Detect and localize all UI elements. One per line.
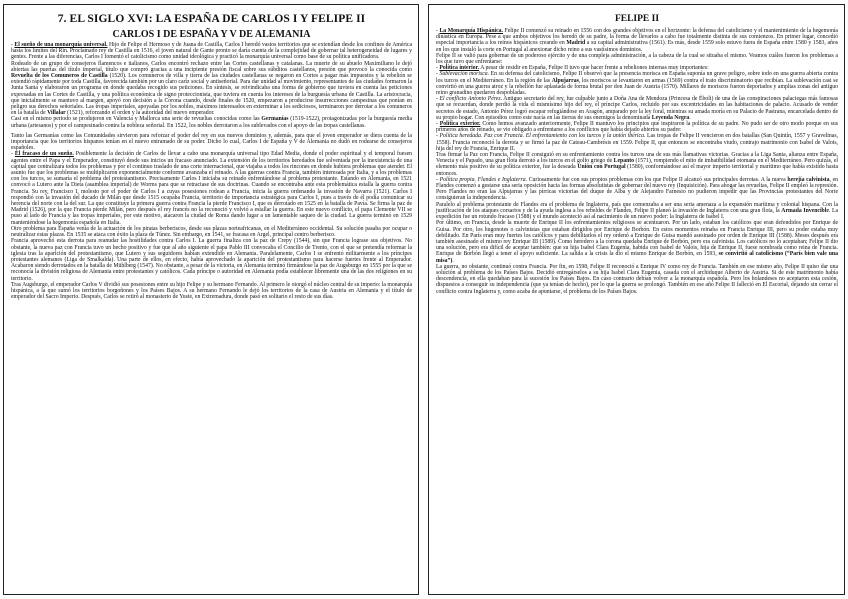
bold-run: Armada Invencible — [781, 207, 829, 214]
italic-run: El conflicto Antonio Pérez. — [439, 96, 503, 103]
left-body-text — [11, 42, 412, 300]
bold-run: Revuelta de los Comuneros de Castilla — [11, 73, 108, 80]
right-page — [428, 4, 845, 595]
text-run: Tanto las Germanías como las Comunidades sirvieron para reforzar el poder del rey en sus nuevos dominios y, además, para que el joven emperador se diera cuenta de la importancia que los territorios hispanos tenían en el nuevo entramado de su poder. Dicho lo cual, Carlos I de España y V de Alemania no dudó en rodearse de consejeros españoles. — [11, 132, 412, 152]
text-run: - — [436, 133, 440, 140]
text-run: Francia aprovechó esta derrota para reanudar las hostilidades contra Carlos I. La guerra finaliza con la paz de Crepy (1544), sin que Francia lograse sus objetivos. No obstante, la nueva paz con Francia tuvo un hecho positivo y fue que al año siguiente el papa Pablo III convocaba el Concilio de Trento, con el que se pretendía reformar la iglesia tras la aparición del protestantismo, que Lutero y sus seguidores habían extendido en Alemania. Paralelamente, Carlos I se enfrentó militarmente a los príncipes protestantes alemanes (Liga de Smalkalda). Una parte de ellos, en efecto, había aprovechado la aparición del protestantismo para hacerse fuertes frente al Emperador. Acabaron siendo derrotados en la batalla de Mühlberg (1547). No obstante, a pesar de la victoria, en Alemania terminó firmándose la paz de Augsburgo en 1555 por la que se reconocía la división religiosa de Alemania entre protestantes y católicos. Cada príncipe o autoridad en Alemania podía establecer libremente una de las dos religiones en su territorio. — [11, 238, 412, 282]
paragraph — [436, 28, 838, 53]
paragraph — [11, 42, 412, 61]
text-run: (1519-1522), protagonizadas por la burguesía media urbana (artesanos) y por el campesinado contra la nobleza señorial. En 1522, los nobles derrotaron a los sublevados con el apoyo de las tropas castellanas. — [11, 116, 412, 129]
paragraph — [436, 133, 838, 152]
text-run: - — [436, 65, 440, 72]
text-run: - — [436, 96, 440, 103]
paragraph — [11, 151, 412, 225]
text-run: Tras Augsburgo, el emperador Carlos V dividió sus posesiones entre su hijo Felipe y su hermano Fernando. Al primero le otorgó el núcleo central de su imperio: la monarquía hispánica, a la que sumó los territorios borgoñones y los Países Bajos. A su hermano Fernando le dejó los territorios de la casa de Austria en Alemania y el título de emperador del Sacro Imperio. Después, Carlos se retiró al monasterio de Yuste, en Extremadura, donde pasó en solitario el resto de sus días. — [11, 281, 412, 301]
text-run: . La expedición fue un rotundo fracaso (1588) y el mundo aconteció así al nacimiento de un nuevo poder: la Inglaterra de Isabel I. — [436, 207, 839, 221]
italic-run: Política heredada. Paz con Francia. El enfrentamiento con los turcos y la unión ibérica. — [439, 133, 646, 140]
text-run: En su defensa del catolicismo, Felipe II observó que la presencia morisca en España suponía un grave peligro, sobre todo en una guerra abierta contra los turcos en el Mediterráneo. En la región de las — [436, 71, 838, 84]
paragraph — [11, 133, 412, 152]
heading-run: El sueño de una monarquía universal. — [14, 42, 108, 48]
bold-run: Madrid — [566, 40, 586, 47]
right-page-title: FELIPE II — [614, 14, 660, 24]
paragraph — [11, 226, 412, 238]
text-run: (1520). Los comuneros de villa y tierra de las ciudades castellanas se negaron en Cortes a pagar más impuestos y la rebelión se extendió rápidamente por toda Castilla, favorecida también por un claro cariz social y antiseñorial. Para dar unidad al movimiento, representantes de las ciudades formaron la Junta Santa y elaboraron un programa en donde quedaba recogido sus peticiones. En síntesis, se reivindicaba una forma de gobierno que tuviera en cuenta las peticiones expresadas en las Cortes de Castilla, y una política económica de signo proteccionista, que tuviera en cuenta los intereses de la burguesía urbana de Castilla. La aristocracia, que inicialmente se mantuvo al margen, apoyó con decisión a la Corona cuando, desde finales de 1520, empezaron a producirse insurrecciones campesinas que ponían en peligro sus derechos señoriales. Las tropas imperiales, apoyadas por los nobles, máximos interesados en exterminar a los sediciosos, terminaron por derrotar a los comuneros en la batalla de — [11, 73, 412, 117]
text-run: (1571), rompiendo el mito de imbatibilidad otomana en el Mediterráneo. Pero quizás, el elemento más positivo de su política exterior, fue la deseada — [436, 158, 838, 171]
text-run: , en Flandes comenzó a gestarse una seria oposición hacia las formas absolutistas de gobernar del nuevo rey (Inquisición). Para ahogar las revueltas, Felipe II empleó la represión. Pero Flandes no eran las Alpujarras y las pírricas victorias del duque de Alba y de Alejandro Farnesio no pudieron impedir que las Provincias protestantes del Norte consiguieran la independencia. — [436, 176, 838, 202]
text-run: (1521), reforzando el orden y la autoridad del nuevo emperador. — [65, 110, 215, 117]
text-run: - — [436, 28, 440, 34]
bold-run: Lepanto — [613, 158, 635, 165]
bold-run: herejía calvinista — [787, 176, 830, 183]
paragraph — [436, 264, 838, 295]
heading-run: El fracaso de un sueño. — [14, 151, 74, 158]
paragraph — [436, 202, 838, 221]
text-run: (1580), conformándose así el mayor imperio territorial y marítimo que había existido hasta entonces. — [436, 164, 838, 177]
text-run: - — [436, 71, 440, 78]
text-run: - — [11, 42, 15, 48]
paragraph — [11, 116, 412, 128]
paragraph — [436, 220, 838, 263]
paragraph — [11, 238, 412, 281]
paragraph — [436, 96, 838, 121]
paragraph — [436, 71, 838, 96]
text-run: - — [11, 151, 15, 158]
bold-run: se convirtió al catolicismo (“París bien vale una misa”) — [436, 251, 838, 264]
section-title: CARLOS I DE ESPAÑA Y V DE ALEMANIA — [112, 29, 311, 40]
bold-run: Unión con Portugal — [577, 164, 626, 171]
text-run: Paralelo al problema protestante de Flandes era el problema de Inglaterra, país que comenzaba a ser una seria amenaza a la expansión marítima y colonial hispana. Con la justificación de los ataques corsarios y de la ayuda inglesa a los rebeldes de Flandes, Felipe II planeó la invasión de Inglaterra con una gran flota, la — [436, 201, 838, 214]
left-page — [3, 4, 419, 595]
bold-run: Leyenda Negra — [651, 114, 690, 121]
text-run: Posiblemente la decisión de Carlos de llevar a cabo una monarquía universal tipo Edad Media, donde el poder espiritual y el temporal fuesen agentes entre el Papa y el Emperador, constituyó desde sus inicios un fracaso anunciado. La extensión de los territorios heredados fue solventada por la inexistencia de una capital que centralizara todos los problemas y por el continuo traslado de una corte internacional, que viajaba a todos los rincones en donde hubiera problemas que atender. El asunto fue que los problemas se multiplicaron exponencialmente conforme avanzaba el reinado. A las guerras contra Francia, también interesada por Italia, y a los problemas con los turcos, se sumaría el problema del protestantismo. Precisamente Carlos I iniciaba su reinado enfrentándose al problema protestante. Estando en Alemania, en 1521 convocó a Lutero ante la Dieta (asamblea imperial) de Worms para que se retractase de sus doctrinas. Cuando se encontraba ante esta problemática estalla la guerra contra Francia. Su rey, Francisco I, molesto por el poder de Carlos I a cuyas posesiones rodean a Francia, inicia la guerra ordenando la invasión de Navarra (1521). Carlos I respondió con la invasión del ducado de Milán que desde 1515 ocupaba Francia, territorio de importancia estratégica para Carlos I, pues a través de él podía comunicar su herencia del norte con la del sur. La que constituye la primera guerra contra Francia la pierde Francisco I, que es derrotado en 1525 en la batalla de Pavía. Se firma la paz de Madrid (1526), por la que Francia pierde Milán, pero después el rey francés no la reconoció y volvió a estallar la guerra. En este nuevo conflicto, el papa Clemente VII se puso al lado de Francia y las tropas imperiales, por este motivo, atacaron la ciudad de Roma dando lugar a un lamentable saqueo de la ciudad. La guerra terminó en 1529 manteniéndose la hegemonía española en Italia. — [11, 151, 413, 226]
text-run: Hijo de Felipe el Hermoso y de Juana de Castilla, Carlos I heredó vastos territorios que se extendían desde los confines de América hasta los límites del Rin. Proclamado rey de Castilla en 1516, el joven natural de Gante pronto se daría cuenta de la complejidad de gobernar tal heterogeneidad de lugares y gentes. Frente a las diferencias, Carlos I fomentó el catolicismo como unidad ideológica y practicó la monarquía universal como base de su política unificadora. — [11, 42, 412, 61]
right-body-text — [436, 28, 838, 295]
text-run: Tras firmar la Paz con Francia, Felipe II consiguió en su enfrentamiento contra los turcos una de sus más llamativas victorias. Gracias a la Liga Santa, alianza entre España, Venecia y el Papado, una gran flota derrotó a los turcos en el golfo griego de — [436, 152, 838, 165]
italic-run: Sublevación morisca. — [439, 71, 490, 78]
paragraph — [11, 61, 412, 117]
bold-run: Villalar — [47, 110, 66, 117]
text-run: Por último, en Francia, desde la muerte de Enrique II los enfrentamientos religiosos se acentuaron. Por un lado, estaban los católicos que eran defendidos por Enrique de Guisa. Por otro, los hugonotes o calvinistas que estaban dirigidos por Enrique de Borbón. En estos momentos reinaba en Francia Enrique III, pero su poder estaba muy debilitado. En París eran muy fuertes los católicos y para debilitarlos el rey ordenó a Enrique de Guisa mandó asesinado por orden de Enrique III (1588). Meses después era también asesinado el mismo rey Enrique III (1589). Como heredero a la corona quedaba Enrique de Borbón, pero era calvinista. Los católicos no lo aceptaban; Felipe II dio una solución, pero era difícil de aceptar también: que su hija Isabel Clara Eugenia, habida con Isabel de Valois, hija de Enrique II, fuese nombrada como reina de Francia. Enrique de Borbón llegó a tener el apoyo suficiente. La salida a la crisis la dio el mismo Enrique de Borbón, en 1593, — [436, 220, 838, 258]
text-run: - — [436, 176, 440, 183]
bold-run: Alpujarras — [551, 77, 579, 84]
italic-run: Política propia. Flandes e Inglaterra. — [439, 176, 528, 183]
paragraph — [436, 53, 838, 65]
text-run: Como hemos avanzado anteriormente, Felipe II mantuvo los principios que inspiraron la política de su padre. No pudo ser de otro modo porque en sus primeros años de reinado, se vio obligado a enfrentarse a los conflictos que había dejado abiertos su padre: — [436, 121, 839, 134]
text-run: Antiguo secretario del rey, fue culpable junto a Doña Ana de Mendoza (Princesa de Éboli) de una de las conspiraciones palaciegas más famosas que se recuerdan, donde perdió la vida el mismísimo hijo del rey, el príncipe Carlos, recluido por sus excentricidades en las habitaciones de palacio. Acusado de vender secretos de estado, Antonio Pérez logró escapar refugiándose en Aragón, amparado por la ley foral, mientras su amada moría en su Palacio de Pastrana, encarcelada dentro de su propio hogar. Con episodios como este nacía en las tierras de sus enemigos la denominada — [436, 96, 838, 121]
text-run: Las tropas de Felipe II vencieron en dos batallas (San Quintín, 1557 y Gravelinas, 1558). Francia reconoció la derrota y se firmó la paz de Cateau-Cambrésis en 1559. Felipe II, que entonces se encontraba viudo, contrajo matrimonio con Isabel de Valois, hija del rey de Francia, Enrique II. — [436, 133, 839, 152]
text-run: - — [436, 121, 440, 128]
paragraph — [436, 152, 838, 177]
text-run: . — [689, 114, 691, 121]
bold-run: Germanías — [261, 116, 289, 123]
text-run: A pesar de residir en España, Felipe II tuvo que hacer frente a rebeliones internas muy importantes: — [479, 65, 709, 72]
text-run: Otro problema para España venía de la actuación de los piratas berberiscos, desde sus plazas norteafricanas, en el Mediterráneo occidental. Su solución pasaba por ocupar o neutralizar estas plazas. En 1535 se ataca con éxito la plaza de Túnez. Sin embargo, en 1541, se fracasa en Argel, principal centro berberisco. — [11, 225, 412, 239]
paragraph — [11, 282, 412, 301]
paragraph — [436, 177, 838, 202]
text-run: Felipe II se valió para gobernar de un poderoso ejército y de una compleja administración, a la cabeza de la cual se situaba el mismo. Veamos cuáles fueron los problemas a los que tuvo que enfrentarse: — [436, 52, 838, 66]
text-run: Casi en el mismo periodo se produjeron en Valencia y Mallorca una serie de revueltas conocidas como las — [11, 116, 262, 123]
text-run: La guerra, no obstante, continuó contra Francia. Por fin, en 1598, Felipe II reconoció a Enrique IV como rey de Francia. También en ese mismo año, Felipe II quiso dar una solución al problema de los Países Bajos. Decidió entregárselos a su hija Isabel Clara Eugenia, casada con el archiduque Alberto de Austria. Si de este matrimonio había descendencia, en ella quedaban para la sucesión los Países Bajos. En caso contrario debían volver a la monarquía española. Pero los holandeses no aceptaron esta cesión, dispuestos a conseguir su independencia (que ya tenían de hecho), por lo que la guerra se prolongó. También en ese año Felipe II falleció en El Escorial, dejando sin cerrar el conflicto contra Inglaterra y, como acaba de apuntarse, el problema de los Países Bajos. — [436, 263, 838, 295]
paragraph — [436, 121, 838, 133]
text-run: Rodeado de un grupo de consejeros flamencos e italianos, Carlos encontró rechazo entre las Cortes castellanas y catalanas. La muerte de su abuelo Maximiliano le dejó abiertas las puertas del título imperial, título que compró gracias a una incipiente presión fiscal sobre sus súbditos castellanos, presión que provocó la conocida como — [11, 60, 412, 73]
text-run: a su capital administrativa (1561). Es más, desde 1559 solo estuvo fuera de España entre 1580 y 1583, años en los que instaló la corte en Portugal al anexionar dicho reino a sus vastísimos dominios. — [436, 40, 838, 53]
heading-run: Política exterior. — [439, 121, 481, 128]
heading-run: La Monarquía Hispánica. — [439, 28, 503, 34]
text-run: . — [452, 257, 454, 264]
heading-run: Política interior. — [439, 65, 480, 72]
chapter-title: 7. EL SIGLO XVI: LA ESPAÑA DE CARLOS I Y FELIPE II — [57, 13, 366, 25]
text-run: Felipe II comenzó su reinado en 1556 con dos grandes objetivos en el horizonte: la defensa del catolicismo y el mantenimiento de la hegemonía dinástica en Europa. Pese a que ambos objetivos los heredó de su padre, la forma de llevarlos a cabo fue totalmente distinta de sus comienzos. En primer lugar, concedió especial importancia a los reinos hispánicos creando en — [436, 28, 838, 47]
text-run: , los moriscos se levantaron en armas (1569) contra el trato discriminatorio que recibían. La sublevación casi se convirtió en una guerra atroz y la rebelión fue aplastada de forma brutal por don Juan de Austria (1570). Millares de moriscos fueron deportados y amplias zonas del antiguo reino granadino quedaron despobladas. — [436, 77, 838, 97]
text-run: Curiosamente fue con sus propios problemas con los que Felipe II alcanzó sus principales derrotas. A la nueva — [527, 176, 788, 183]
